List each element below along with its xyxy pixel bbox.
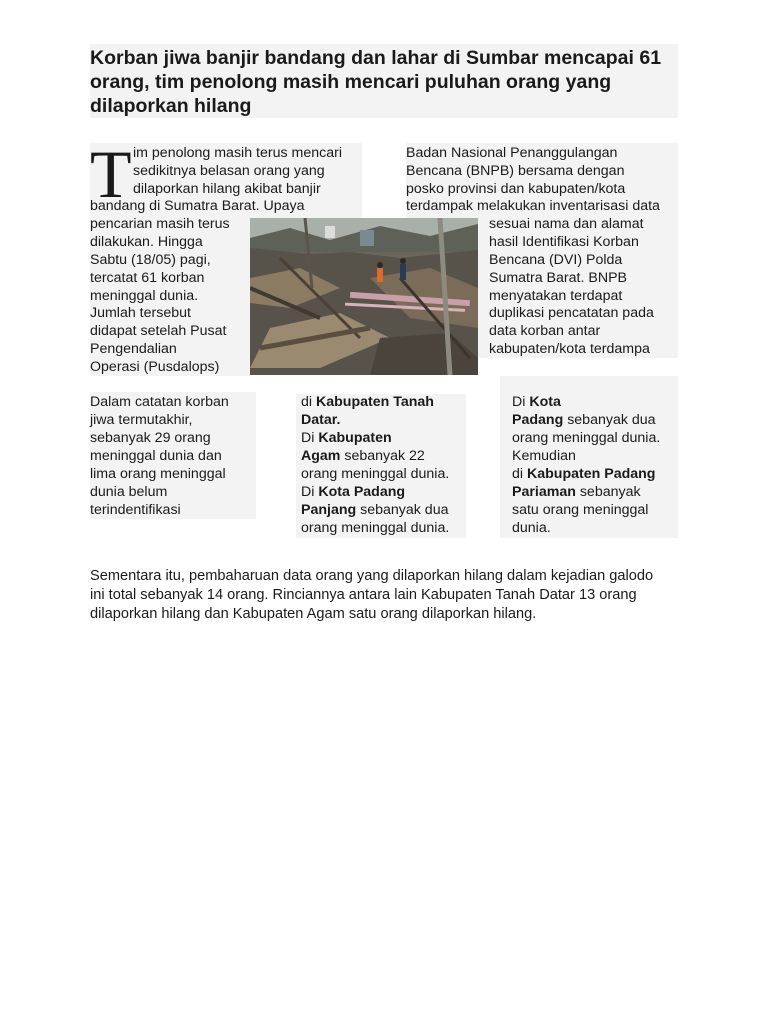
row2-a-line-3: sebanyak 29 orang (90, 430, 211, 446)
col2-line-3: posko provinsi dan kabupaten/kota (406, 181, 626, 197)
col1-line-6: dilakukan. Hingga (90, 234, 203, 250)
col2-line-6: hasil Identifikasi Korban (489, 234, 639, 250)
row2-b-line-8: orang meninggal dunia. (301, 520, 450, 536)
row2-c-kab-padang: Kabupaten Padang (526, 466, 656, 482)
row2-b-panjang-rest: sebanyak dua (356, 502, 449, 518)
row2-b-line-2 (301, 412, 340, 430)
row2-b-kota-padang: Kota Padang (318, 484, 406, 500)
row2-c-line-1 (512, 394, 561, 412)
row2-c-line-5 (512, 466, 655, 484)
row2-c-pariaman-rest: sebanyak (575, 484, 641, 500)
row2-c-pariaman: Pariaman (512, 484, 576, 500)
col1-line-11: didapat setelah Pusat (90, 323, 227, 339)
col2-line-8: Sumatra Barat. BNPB (489, 270, 627, 286)
row2-b-agam: Agam (301, 448, 341, 464)
row2-b-line-7 (301, 502, 448, 520)
col1-line-10: Jumlah tersebut (90, 305, 191, 321)
row2-c-line-6 (512, 484, 641, 502)
col1-line-2: sedikitnya belasan orang yang (133, 163, 325, 179)
row2-b-panjang: Panjang (301, 502, 357, 518)
col1-line-1: im penolong masih terus mencari (133, 145, 342, 161)
row2-c-padang-rest: sebanyak dua (563, 412, 656, 428)
row2-b-di3: Di (301, 484, 319, 500)
row2-b-di2: Di (301, 430, 319, 446)
closing-line-2: ini total sebanyak 14 orang. Rinciannya antara lain Kabupaten Tanah Datar 13 orang (90, 587, 637, 603)
row2-c-padang: Padang (512, 412, 564, 428)
flood-debris-photo (250, 218, 478, 375)
row2-a-line-5: lima orang meninggal (90, 466, 226, 482)
row2-b-line-3 (301, 430, 392, 448)
row2-a-line-6: dunia belum (90, 484, 168, 500)
col1-line-3: dilaporkan hilang akibat banjir (133, 181, 321, 197)
col2-line-1: Badan Nasional Penanggulangan (406, 145, 618, 161)
col2-line-5: sesuai nama dan alamat (489, 216, 644, 232)
col1-line-9: meninggal dunia. (90, 288, 199, 304)
row2-b-kab-tanah: Kabupaten Tanah (315, 394, 434, 410)
row2-c-line-2 (512, 412, 656, 430)
row2-a-line-7: terindentifikasi (90, 502, 181, 518)
row2-b-line-6 (301, 484, 405, 502)
col2-line-4: terdampak melakukan inventarisasi data (406, 198, 660, 214)
col1-line-7: Sabtu (18/05) pagi, (90, 252, 211, 268)
col1-line-12: Pengendalian (90, 341, 177, 357)
col2-line-10: duplikasi pencatatan pada (489, 305, 654, 321)
drop-cap: T (90, 136, 132, 212)
row2-a-line-4: meninggal dunia dan (90, 448, 222, 464)
col2-line-12: kabupaten/kota terdampa (489, 341, 650, 357)
article-title: Korban jiwa banjir bandang dan lahar di Sumbar mencapai 61 orang, tim penolong masih mencari puluhan orang yang dilaporkan hilang (90, 47, 662, 117)
row2-c-di: Di (512, 394, 530, 410)
col1-line-8: tercatat 61 korban (90, 270, 205, 286)
row2-b-datar: Datar. (301, 412, 341, 428)
row2-b-line-1 (301, 394, 434, 412)
col2-line-9: menyatakan terdapat (489, 288, 623, 304)
col1-line-5: pencarian masih terus (90, 216, 230, 232)
col2-line-2: Bencana (BNPB) bersama dengan (406, 163, 625, 179)
row2-c-line-4: Kemudian (512, 448, 576, 464)
row2-b-line-5: orang meninggal dunia. (301, 466, 450, 482)
row2-b-line-4 (301, 448, 425, 466)
row2-c-line-8: dunia. (512, 520, 551, 536)
row2-a-line-1: Dalam catatan korban (90, 394, 229, 410)
row2-c-kota: Kota (529, 394, 561, 410)
closing-line-3: dilaporkan hilang dan Kabupaten Agam satu orang dilaporkan hilang. (90, 606, 537, 622)
row2-c-line-3: orang meninggal dunia. (512, 430, 661, 446)
col2-line-7: Bencana (DVI) Polda (489, 252, 623, 268)
row2-b-di: di (301, 394, 316, 410)
col1-line-4: bandang di Sumatra Barat. Upaya (90, 198, 305, 214)
row2-c-di2: di (512, 466, 527, 482)
col1-line-13: Operasi (Pusdalops) (90, 359, 220, 375)
row2-a-line-2: jiwa termutakhir, (90, 412, 193, 428)
row2-b-agam-rest: sebanyak 22 (340, 448, 425, 464)
col2-line-11: data korban antar (489, 323, 601, 339)
row2-b-kab-agam: Kabupaten (318, 430, 392, 446)
closing-line-1: Sementara itu, pembaharuan data orang yang dilaporkan hilang dalam kejadian galodo (90, 568, 654, 584)
row2-c-line-7: satu orang meninggal (512, 502, 649, 518)
